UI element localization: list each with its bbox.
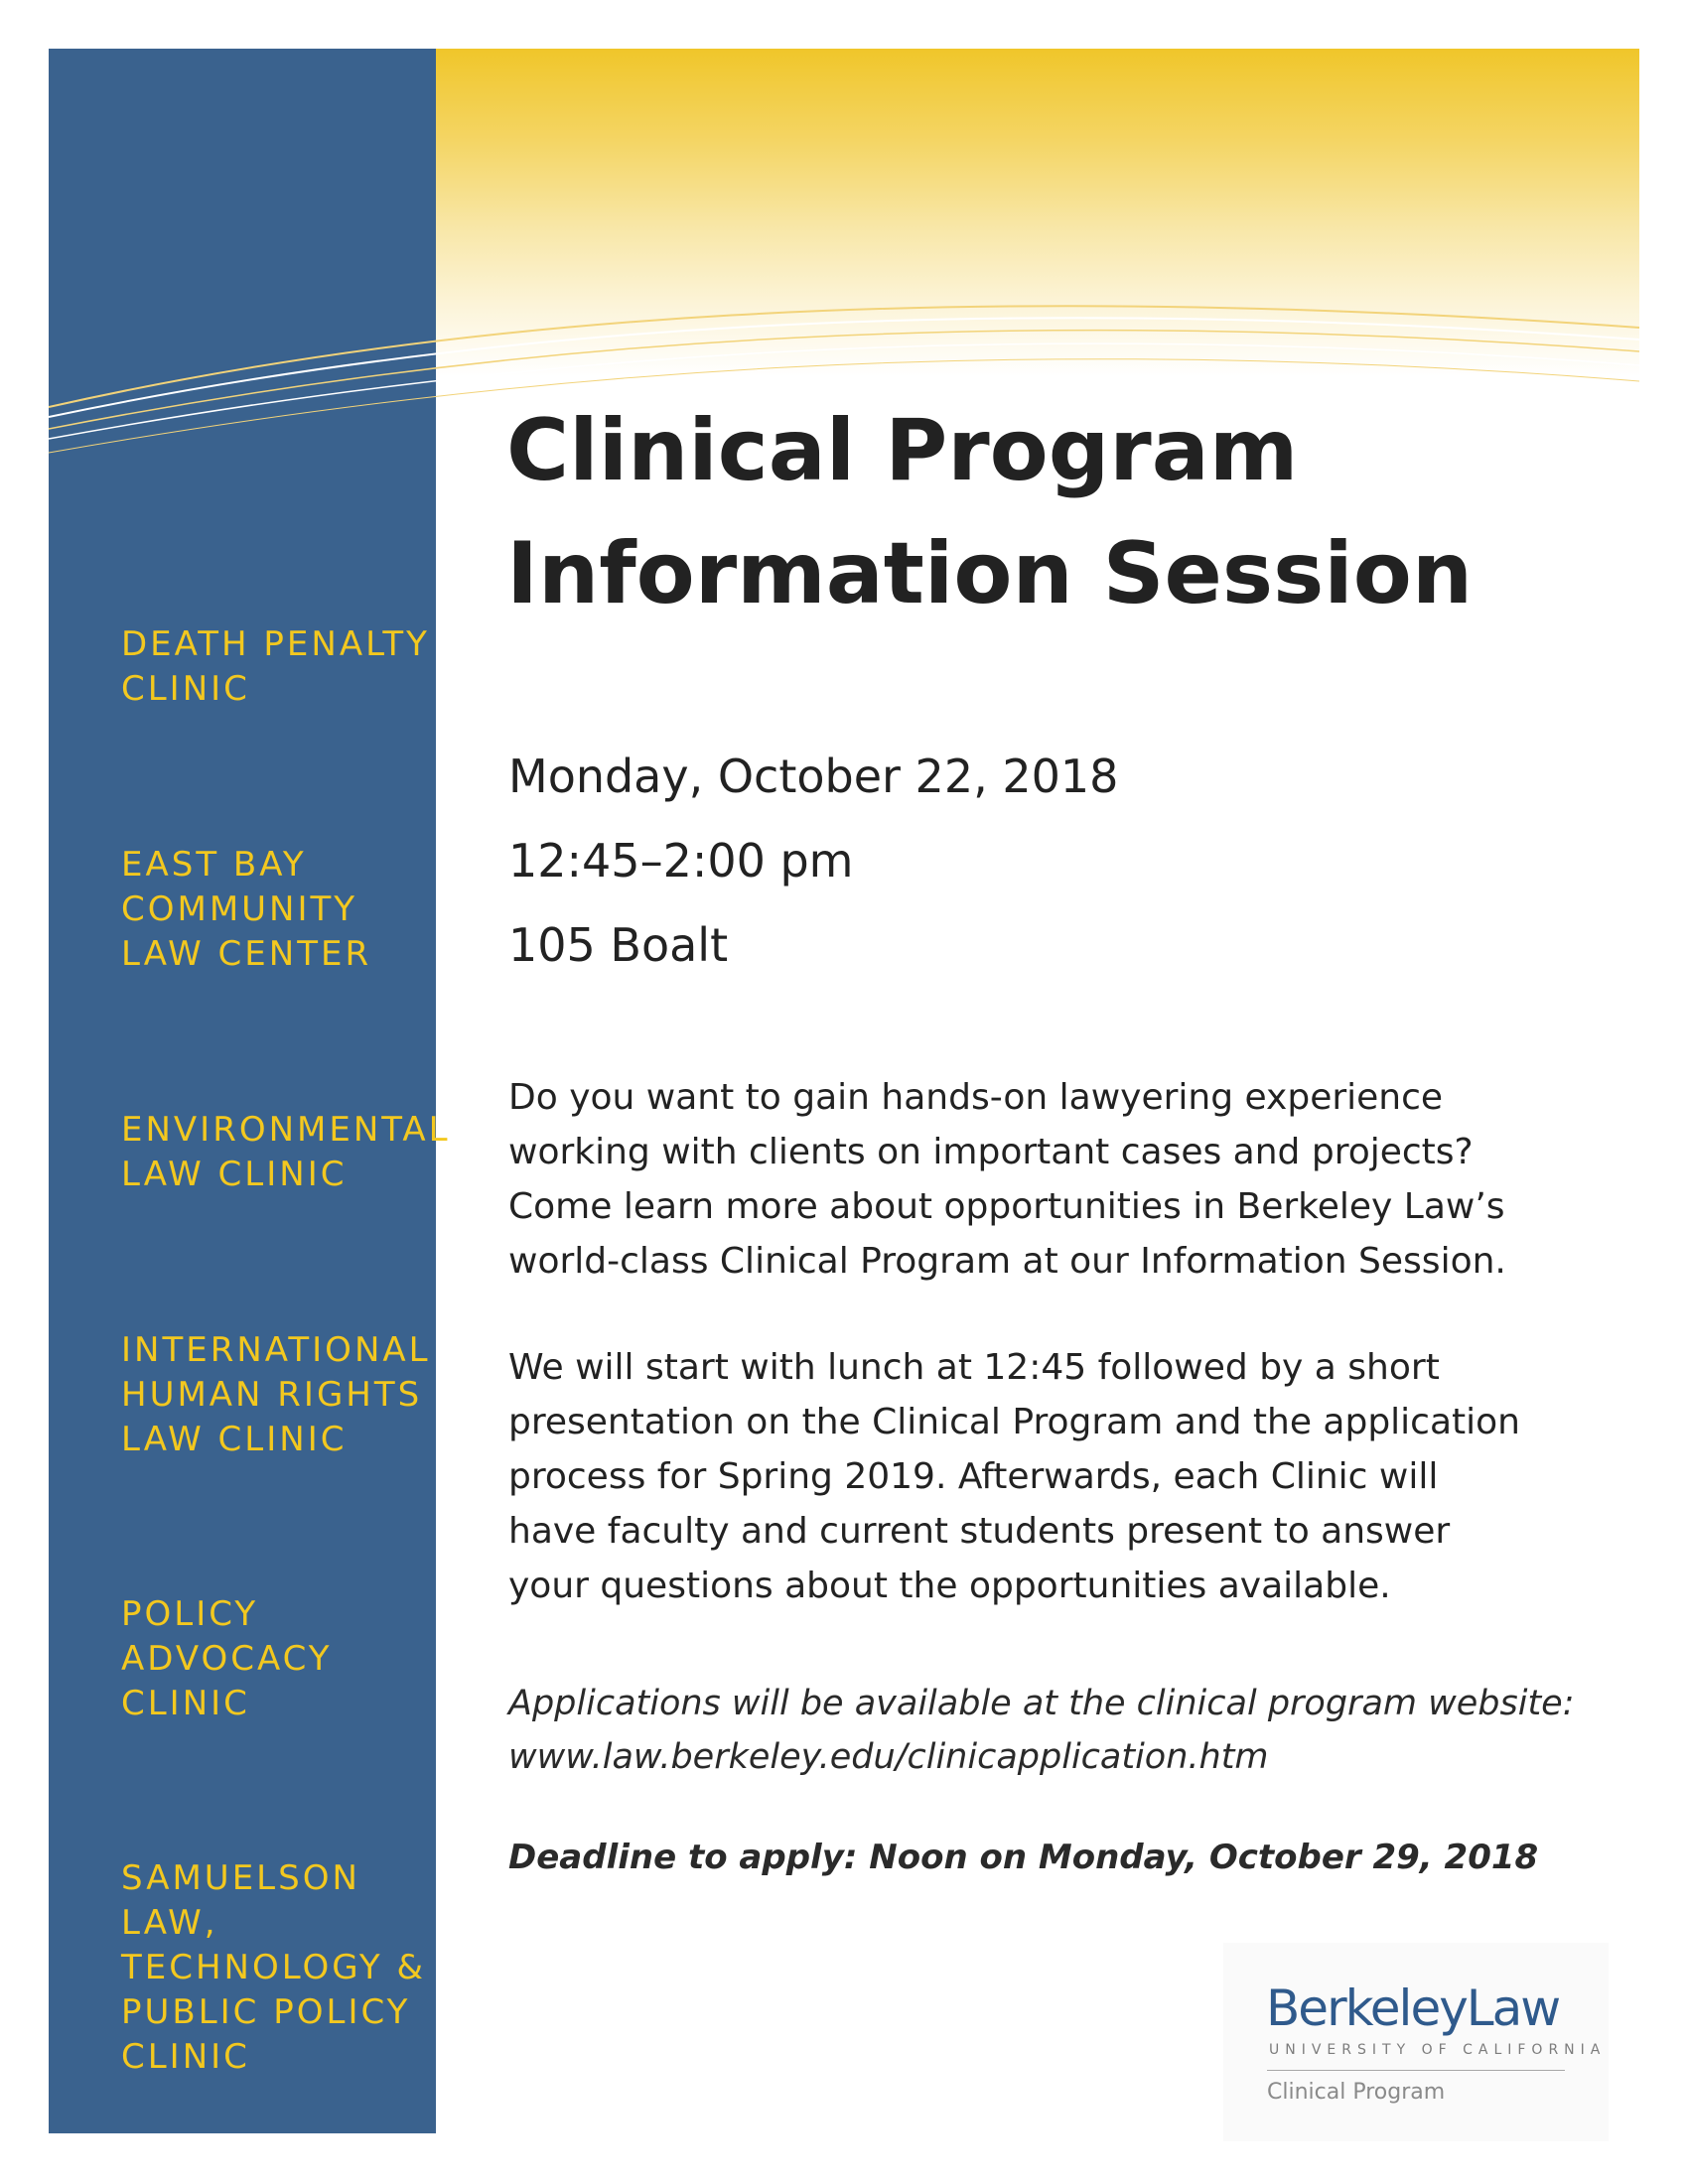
clinic-line: INTERNATIONAL xyxy=(121,1330,431,1370)
clinic-line: PUBLIC POLICY xyxy=(121,1992,411,2032)
berkeley-law-logo xyxy=(1223,1943,1609,2141)
paragraph-line: your questions about the opportunities available. xyxy=(508,1566,1391,1606)
clinic-line: EAST BAY xyxy=(121,845,307,885)
clinic-line: LAW CLINIC xyxy=(121,1420,348,1459)
logo-subtitle: UNIVERSITY OF CALIFORNIA xyxy=(1269,2042,1607,2058)
title-line: Clinical Program xyxy=(506,401,1299,500)
paragraph-line: have faculty and current students present to answer xyxy=(508,1511,1451,1552)
clinic-line: DEATH PENALTY xyxy=(121,624,430,664)
clinic-line: ADVOCACY xyxy=(121,1639,333,1679)
deadline-text: Deadline to apply: Noon on Monday, October 29, 2018 xyxy=(508,1838,1539,1877)
paragraph-line: presentation on the Clinical Program and the application xyxy=(508,1402,1520,1442)
clinic-line: LAW CLINIC xyxy=(121,1155,348,1194)
clinic-line: COMMUNITY xyxy=(121,889,358,929)
paragraph-line: Do you want to gain hands-on lawyering experience xyxy=(508,1077,1444,1118)
clinic-item xyxy=(121,843,469,977)
clinic-line: ENVIRONMENTAL xyxy=(121,1110,451,1150)
clinic-line: TECHNOLOGY & xyxy=(121,1948,426,1987)
logo-program: Clinical Program xyxy=(1267,2080,1446,2105)
title-line: Information Session xyxy=(506,524,1474,623)
logo-divider xyxy=(1267,2070,1565,2071)
clinic-line: SAMUELSON LAW, xyxy=(121,1858,360,1943)
paragraph-line: process for Spring 2019. Afterwards, each Clinic will xyxy=(508,1456,1439,1497)
clinic-item xyxy=(121,1328,469,1462)
logo-wordmark: BerkeleyLaw xyxy=(1266,1979,1560,2037)
intro-paragraph xyxy=(508,1070,1630,1289)
event-date: Monday, October 22, 2018 xyxy=(508,750,1119,803)
applications-text: Applications will be available at the clinical program website: xyxy=(508,1684,1575,1723)
schedule-paragraph xyxy=(508,1340,1630,1613)
paragraph-line: We will start with lunch at 12:45 followed by a short xyxy=(508,1347,1440,1388)
event-time: 12:45–2:00 pm xyxy=(508,834,854,887)
paragraph-line: Come learn more about opportunities in Berkeley Law’s xyxy=(508,1186,1505,1227)
clinic-line: CLINIC xyxy=(121,1684,250,1723)
applications-url: www.law.berkeley.edu/clinicapplication.htm xyxy=(508,1737,1269,1777)
paragraph-line: world-class Clinical Program at our Information Session. xyxy=(508,1241,1506,1282)
clinic-line: HUMAN RIGHTS xyxy=(121,1375,423,1415)
clinic-item xyxy=(121,622,469,712)
clinic-line: CLINIC xyxy=(121,2037,250,2077)
clinic-item xyxy=(121,1856,469,2080)
paragraph-line: working with clients on important cases and projects? xyxy=(508,1132,1474,1172)
clinic-line: CLINIC xyxy=(121,669,250,709)
clinic-line: LAW CENTER xyxy=(121,934,372,974)
event-details xyxy=(508,735,1601,988)
event-location: 105 Boalt xyxy=(508,918,729,972)
clinic-line: POLICY xyxy=(121,1594,259,1634)
page-title xyxy=(506,389,1599,635)
clinic-item xyxy=(121,1592,469,1726)
clinic-item xyxy=(121,1108,469,1197)
applications-note xyxy=(508,1677,1630,1784)
